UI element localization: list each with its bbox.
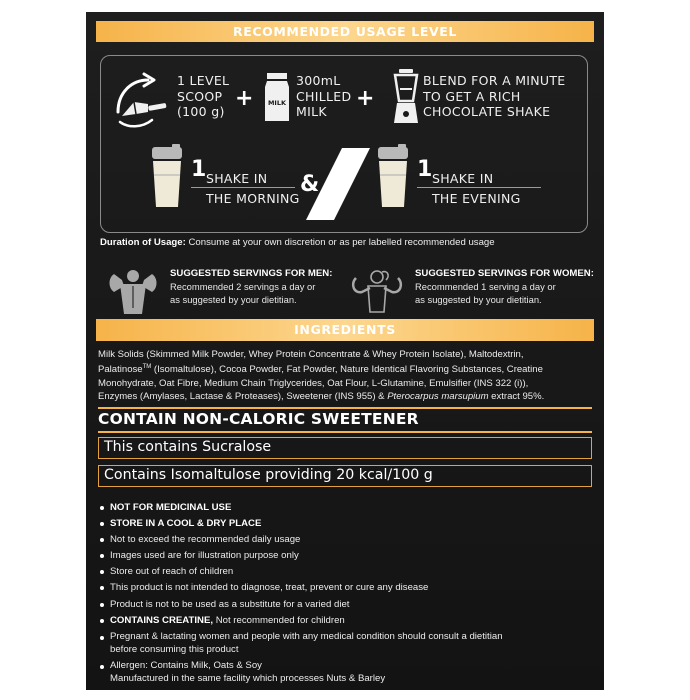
step-blend-text <box>423 73 566 120</box>
creatine-warning-bold: CONTAINS CREATINE, <box>110 614 214 626</box>
milk-carton-label: MILK <box>267 99 287 107</box>
morning-divider <box>191 187 295 188</box>
ampersand: & <box>300 172 320 197</box>
scoop-icon <box>114 72 174 130</box>
allergen-line: Manufactured in the same facility which processes Nuts & Barley <box>110 672 386 684</box>
shaker-bottle-icon <box>150 147 184 209</box>
list-item <box>100 580 596 596</box>
evening-text <box>432 169 521 209</box>
duration-text: Consume at your own discretion or as per labelled recommended usage <box>188 237 495 248</box>
bullet-dot <box>100 665 104 669</box>
creatine-warning-text: Not recommended for children <box>213 614 345 626</box>
morning-count: 1 <box>191 157 207 182</box>
warning-text: Store out of reach of children <box>110 566 234 578</box>
evening-divider <box>417 187 541 188</box>
warning-text: Not to exceed the recommended daily usage <box>110 534 301 546</box>
ingredients-line-part: extract 95%. <box>488 391 545 403</box>
shaker-bottle-icon <box>376 147 410 209</box>
evening-line: THE EVENING <box>432 191 521 206</box>
ingredients-text <box>98 348 594 404</box>
blender-icon <box>391 69 421 125</box>
morning-line: SHAKE IN <box>206 171 268 186</box>
list-item <box>100 564 596 580</box>
ingredients-line-part: (Isomaltulose), Cocoa Powder, Fat Powder, Nature Identical Flavoring Substances, Creatine <box>151 364 543 376</box>
warning-text: Product is not to be used as a substitute for a varied diet <box>110 598 350 610</box>
step-milk-text <box>296 73 351 120</box>
warning-text: Images used are for illustration purpose only <box>110 550 299 562</box>
servings-men-line: as suggested by your dietitian. <box>170 294 297 305</box>
ingredients-line-part: Enzymes (Amylases, Lactase & Proteases), Sweetener (INS 955) & <box>98 391 388 403</box>
servings-women-title: SUGGESTED SERVINGS FOR WOMEN: <box>415 268 594 279</box>
ingredients-line: Monohydrate, Oat Fibre, Medium Chain Triglycerides, Oat Flour, L-Glutamine, Emulsifier (INS 322 (i)), <box>98 377 529 389</box>
step-scoop-line: (100 g) <box>177 104 225 119</box>
bullet-dot <box>100 538 104 542</box>
bullet-dot <box>100 603 104 607</box>
sucralose-notice: This contains Sucralose <box>98 437 592 459</box>
step-blend-line: BLEND FOR A MINUTE <box>423 73 566 88</box>
bullet-dot <box>100 570 104 574</box>
muscular-man-icon <box>100 268 166 314</box>
servings-men-title: SUGGESTED SERVINGS FOR MEN: <box>170 268 333 279</box>
servings-women-line: as suggested by your dietitian. <box>415 294 542 305</box>
milk-carton-icon <box>264 73 290 123</box>
isomaltulose-notice: Contains Isomaltulose providing 20 kcal/100 g <box>98 465 592 487</box>
plus-sign: + <box>356 86 375 111</box>
list-item <box>100 516 596 532</box>
step-scoop-text <box>177 73 229 120</box>
bullet-dot <box>100 522 104 526</box>
muscular-woman-icon <box>344 268 410 314</box>
pregnant-warning-line: before consuming this product <box>110 644 239 656</box>
allergen-line: Allergen: Contains Milk, Oats & Soy <box>110 659 262 671</box>
usage-banner: RECOMMENDED USAGE LEVEL <box>96 21 594 42</box>
duration-label: Duration of Usage: <box>100 237 186 248</box>
step-milk-line: 300mL <box>296 73 341 88</box>
step-milk-line: CHILLED <box>296 88 352 104</box>
sweetener-rule-top <box>98 407 592 409</box>
evening-line: SHAKE IN <box>432 171 494 186</box>
morning-text <box>206 169 300 209</box>
step-scoop-line: SCOOP <box>177 88 223 104</box>
step-scoop-line: 1 LEVEL <box>177 73 230 88</box>
duration-of-usage <box>100 237 495 248</box>
bullet-dot <box>100 636 104 640</box>
pregnant-warning-line: Pregnant & lactating women and people with any medical condition should consult a dietitian <box>110 630 503 642</box>
sweetener-rule-bottom <box>98 431 592 433</box>
list-item <box>100 659 596 686</box>
step-blend-line: CHOCOLATE SHAKE <box>423 104 551 119</box>
morning-line: THE MORNING <box>206 191 300 206</box>
list-item <box>100 548 596 564</box>
bullet-dot <box>100 554 104 558</box>
warnings-list <box>100 500 596 685</box>
step-blend-line: TO GET A RICH <box>423 88 521 104</box>
trademark-mark: TM <box>142 364 152 371</box>
warning-text: NOT FOR MEDICINAL USE <box>110 502 232 513</box>
list-item <box>100 532 596 548</box>
servings-women-line: Recommended 1 serving a day or <box>415 281 556 292</box>
sweetener-heading: CONTAIN NON-CALORIC SWEETENER <box>98 410 419 428</box>
plus-sign: + <box>235 86 254 111</box>
servings-men-line: Recommended 2 servings a day or <box>170 281 316 292</box>
label-panel <box>86 12 604 690</box>
warning-text: This product is not intended to diagnose, treat, prevent or cure any disease <box>110 582 429 594</box>
ingredients-line: Milk Solids (Skimmed Milk Powder, Whey Protein Concentrate & Whey Protein Isolate), Maltodextrin, <box>98 349 524 360</box>
ingredient-species: Pterocarpus marsupium <box>387 391 489 403</box>
evening-count: 1 <box>417 157 433 182</box>
bullet-dot <box>100 619 104 623</box>
warning-text: STORE IN A COOL & DRY PLACE <box>110 518 262 530</box>
bullet-dot <box>100 506 104 510</box>
ingredients-banner: INGREDIENTS <box>96 319 594 341</box>
ingredients-line <box>98 390 594 403</box>
list-item <box>100 613 596 629</box>
ingredients-line <box>98 361 594 377</box>
step-milk-line: MILK <box>296 104 327 119</box>
list-item <box>100 630 596 657</box>
list-item <box>100 500 596 516</box>
bullet-dot <box>100 586 104 590</box>
ingredient-palatinose: Palatinose <box>98 364 143 376</box>
list-item <box>100 597 596 613</box>
